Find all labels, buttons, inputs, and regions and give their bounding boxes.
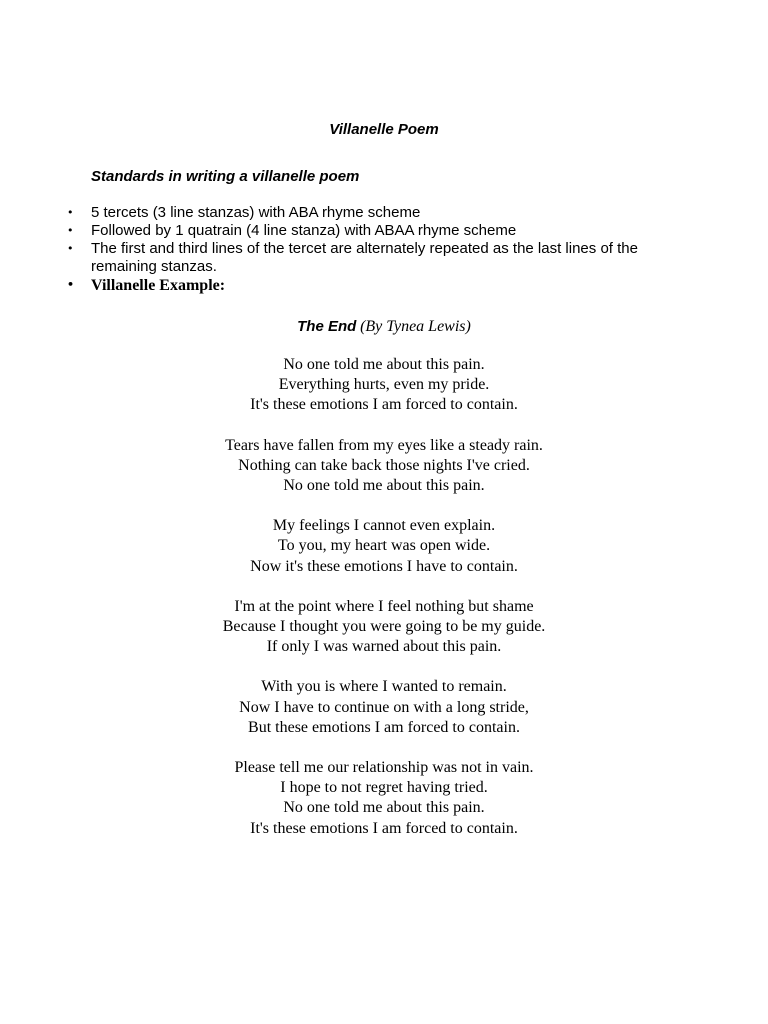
stanza (0, 516, 768, 576)
list-item-text: Followed by 1 quatrain (4 line stanza) with ABAA rhyme scheme (91, 222, 517, 239)
stanza (0, 677, 768, 737)
poem-line: Please tell me our relationship was not in vain. (234, 759, 534, 777)
stanza (0, 597, 768, 657)
standards-list (0, 204, 768, 295)
poem-line: I hope to not regret having tried. (280, 779, 488, 797)
poem-line: Because I thought you were going to be my guide. (222, 617, 546, 635)
poem-byline: (By Tynea Lewis) (360, 318, 471, 335)
poem-line: I'm at the point where I feel nothing but shame (234, 597, 534, 615)
poem-heading (0, 317, 768, 337)
list-item (0, 240, 768, 276)
poem-line: Tears have fallen from my eyes like a steady rain. (225, 436, 543, 454)
poem-title: The End (297, 318, 357, 335)
poem-line: It's these emotions I am forced to contain. (250, 396, 518, 414)
stanza (0, 436, 768, 496)
poem-line: No one told me about this pain. (283, 356, 485, 373)
list-item (0, 204, 768, 222)
stanza (0, 355, 768, 415)
poem-body (0, 355, 768, 859)
list-item-text: The first and third lines of the tercet are alternately repeated as the last lines of the remaining stanzas. (91, 240, 638, 275)
page-title: Villanelle Poem (329, 121, 439, 138)
poem-line: My feelings I cannot even explain. (272, 517, 496, 535)
bullet-icon: • (67, 278, 75, 291)
poem-line: Now I have to continue on with a long stride, (239, 698, 529, 716)
poem-line: If only I was warned about this pain. (266, 638, 502, 656)
poem-line: Everything hurts, even my pride. (278, 376, 490, 394)
example-label: Villanelle Example: (91, 277, 226, 294)
poem-line: With you is where I wanted to remain. (261, 678, 507, 696)
list-item (0, 222, 768, 240)
standards-heading: Standards in writing a villanelle poem (91, 168, 360, 185)
stanza (0, 758, 768, 839)
poem-line: Now it's these emotions I have to contain. (250, 557, 518, 575)
list-item-text: 5 tercets (3 line stanzas) with ABA rhyme scheme (91, 204, 421, 221)
bullet-icon: • (67, 224, 74, 237)
poem-line: To you, my heart was open wide. (277, 537, 491, 555)
poem-line: It's these emotions I am forced to contain. (250, 819, 518, 837)
poem-line: But these emotions I am forced to contain. (248, 718, 520, 736)
poem-line: No one told me about this pain. (283, 476, 485, 494)
poem-line: No one told me about this pain. (283, 799, 485, 817)
poem-line: Nothing can take back those nights I've cried. (238, 456, 530, 474)
bullet-icon: • (67, 242, 74, 255)
list-item-example (0, 276, 768, 295)
bullet-icon: • (67, 206, 74, 219)
